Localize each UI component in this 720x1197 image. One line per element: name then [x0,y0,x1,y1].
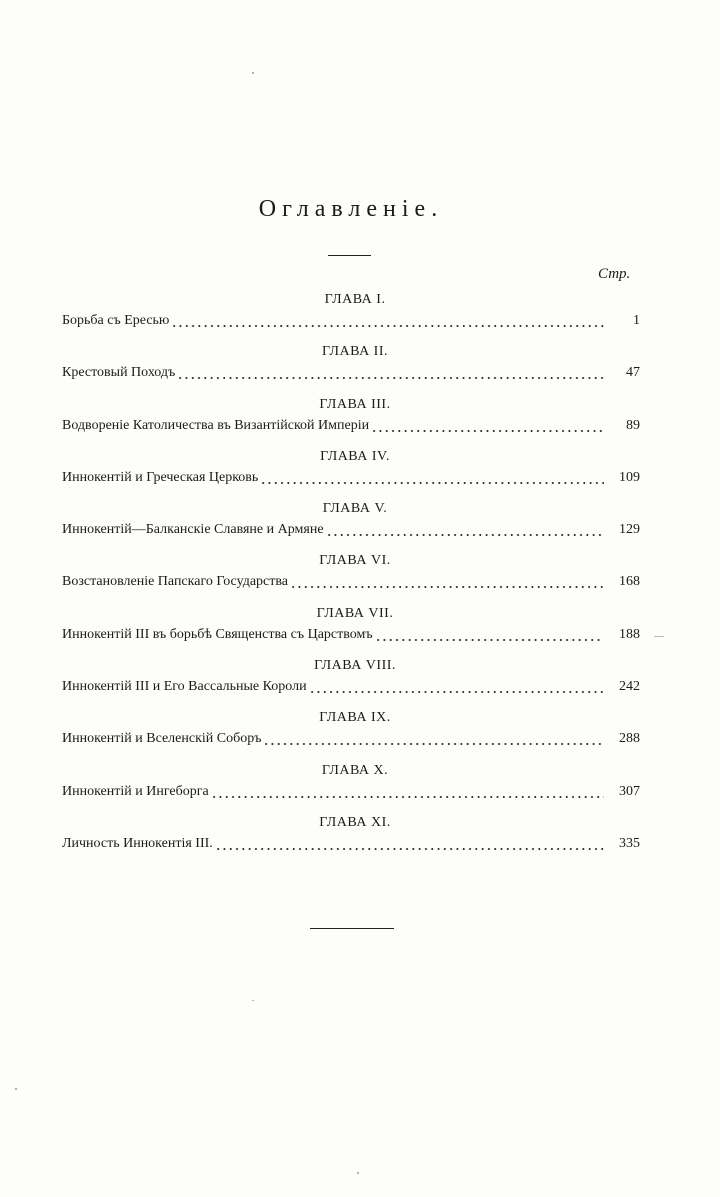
entry-page-number: 335 [619,835,640,851]
entry-page-number: 307 [619,783,640,799]
end-rule [310,928,394,929]
toc-section [62,655,640,707]
entry-title: Крестовый Походъ [62,365,176,381]
entry-page-number: 188 [619,626,640,642]
entry-title: Иннокентій III и Его Вассальные Короли [62,679,307,695]
chapter-heading: ГЛАВА X. [321,762,389,778]
paper-speck [15,1088,17,1090]
toc-section [62,812,640,864]
toc-entry [62,677,640,697]
entry-title: Иннокентій и Ингеборга [62,783,209,799]
page-title: Оглавленіе. [258,196,444,222]
toc-entry [62,625,640,645]
toc-entry [62,416,640,436]
dot-leader [177,376,604,380]
chapter-heading: ГЛАВА III. [319,396,391,412]
toc-section [62,394,640,446]
chapter-heading: ГЛАВА IX. [319,710,391,726]
toc-entry [62,520,640,540]
entry-title: Иннокентій—Балканскіе Славяне и Армяне [62,522,324,538]
toc-entry [62,311,640,331]
entry-page-number: 129 [619,522,640,538]
paper-speck [252,72,254,74]
chapter-heading: ГЛАВА VII. [316,605,394,621]
dot-leader [263,742,604,746]
entry-page-number: 109 [619,469,640,485]
entry-page-number: 288 [619,731,640,747]
entry-title: Возстановленіе Папскаго Государства [62,574,289,590]
dot-leader [375,638,604,642]
table-of-contents [62,289,640,864]
title-rule [328,255,371,256]
dot-leader [211,795,604,799]
entry-title: Иннокентій и Греческая Церковь [62,469,259,485]
toc-section [62,341,640,393]
toc-entry [62,729,640,749]
entry-page-number: 89 [626,417,640,433]
paper-speck [252,1000,254,1001]
toc-entry [62,363,640,383]
toc-section [62,603,640,655]
paper-speck [357,1172,359,1174]
toc-section [62,550,640,602]
entry-title: Личность Иннокентія III. [62,835,213,851]
chapter-heading: ГЛАВА II. [321,344,389,360]
toc-entry [62,468,640,488]
entry-page-number: 47 [626,365,640,381]
chapter-heading: ГЛАВА VIII. [314,658,396,674]
toc-section [62,707,640,759]
entry-title: Иннокентій III въ борьбѣ Священства съ Царствомъ [62,626,373,642]
chapter-heading: ГЛАВА V. [322,501,388,517]
paper-speck [654,636,664,637]
page-column-label: Стр. [598,266,631,282]
chapter-heading: ГЛАВА VI. [319,553,391,569]
entry-title: Иннокентій и Вселенскій Соборъ [62,731,262,747]
chapter-heading: ГЛАВА XI. [319,814,391,830]
toc-entry [62,834,640,854]
dot-leader [290,585,604,589]
chapter-heading: ГЛАВА I. [324,292,386,307]
toc-section [62,446,640,498]
dot-leader [260,481,604,485]
toc-entry [62,782,640,802]
toc-entry [62,572,640,592]
chapter-heading: ГЛАВА IV. [320,448,390,464]
entry-page-number: 1 [633,313,640,328]
dot-leader [326,533,604,537]
entry-page-number: 168 [619,574,640,590]
toc-section [62,498,640,550]
dot-leader [371,429,604,433]
entry-page-number: 242 [619,679,640,695]
toc-section [62,760,640,812]
dot-leader [309,690,604,694]
entry-title: Борьба съ Ересью [62,313,170,328]
dot-leader [215,847,604,851]
dot-leader [171,324,604,328]
entry-title: Водвореніе Католичества въ Византійской Имперіи [62,417,370,433]
toc-section [62,289,640,341]
